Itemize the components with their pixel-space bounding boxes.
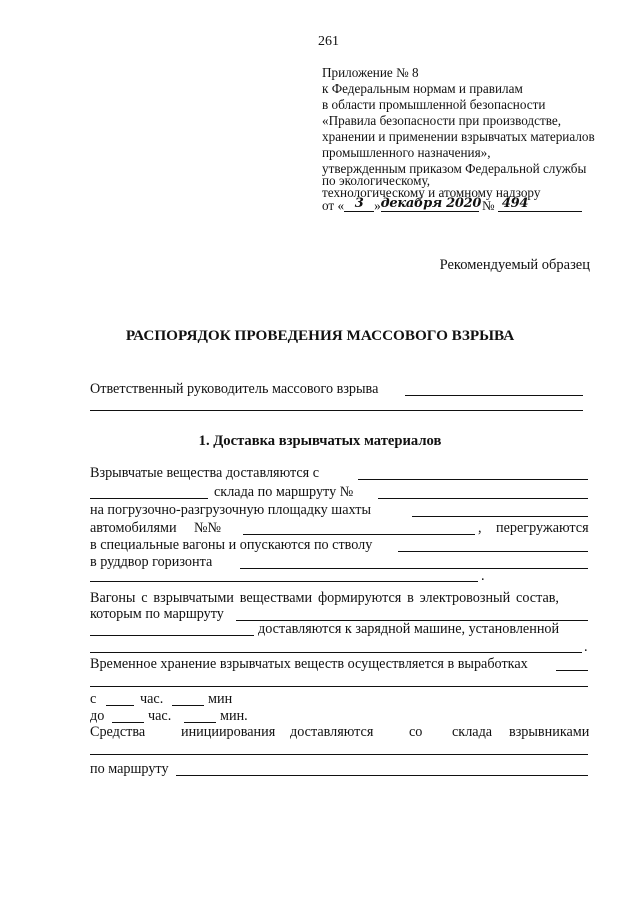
form-comma: , — [478, 520, 482, 536]
section-title: 1. Доставка взрывчатых материалов — [198, 433, 442, 449]
form-label-vehicles: автомобилями — [90, 520, 177, 536]
sample-label: Рекомендуемый образец — [439, 257, 590, 273]
initiation-warehouse-field[interactable] — [90, 754, 588, 755]
form-label-train: Вагоны с взрывчатыми веществами формируются в электровозный состав, — [90, 590, 559, 606]
level-field-continuation[interactable] — [90, 581, 478, 582]
responsible-label: Ответственный руководитель массового взрыва — [90, 381, 379, 397]
appendix-line: по экологическому, — [322, 173, 431, 188]
date-month-year-handwritten: декабря 2020 — [380, 196, 482, 211]
vehicle-numbers-field[interactable] — [243, 534, 475, 535]
form-label-hours: час. — [148, 708, 172, 724]
form-label-source: Взрывчатые вещества доставляются с — [90, 465, 320, 481]
initiation-route-field[interactable] — [176, 775, 588, 776]
storage-location-field[interactable] — [556, 670, 588, 671]
storage-location-continuation[interactable] — [90, 686, 588, 687]
form-word: взрывниками — [509, 724, 590, 740]
form-label-storage: Временное хранение взрывчатых веществ осуществляется в выработках — [90, 656, 528, 672]
appendix-line: в области промышленной безопасности — [322, 97, 546, 112]
warehouse-field[interactable] — [90, 498, 208, 499]
to-minutes-field[interactable] — [184, 722, 216, 723]
date-day-handwritten: 3 — [354, 196, 364, 211]
appendix-line: Приложение № 8 — [322, 65, 419, 80]
appendix-line: к Федеральным нормам и правилам — [322, 81, 523, 96]
date-mid: » — [374, 197, 381, 213]
date-month-year-field — [380, 196, 482, 212]
form-label-vehicle-numbers: №№ — [194, 520, 222, 536]
form-label-minutes: мин. — [220, 708, 248, 724]
responsible-field[interactable] — [405, 395, 583, 396]
form-label-to: до — [90, 708, 105, 724]
approval-date-line — [322, 197, 582, 212]
form-word: доставляются — [290, 724, 374, 740]
from-minutes-field[interactable] — [172, 705, 204, 706]
form-word: склада — [452, 724, 493, 740]
appendix-line: технологическому и атомному надзору — [322, 185, 541, 200]
date-prefix: от « — [322, 197, 345, 213]
route-number-field[interactable] — [378, 498, 588, 499]
order-number-handwritten: 494 — [501, 196, 529, 211]
form-label-reload: перегружаются — [496, 520, 589, 536]
source-field[interactable] — [358, 479, 588, 480]
train-route-continuation[interactable] — [90, 635, 254, 636]
form-period: . — [584, 639, 588, 655]
form-label-train-route: которым по маршруту — [90, 606, 224, 622]
form-period: . — [481, 568, 485, 584]
form-word: со — [409, 724, 423, 740]
date-day-field — [344, 197, 374, 212]
appendix-line: хранении и применении взрывчатых материалов — [322, 129, 595, 144]
responsible-field-continuation[interactable] — [90, 410, 583, 411]
page-number: 261 — [318, 34, 339, 49]
form-label-level: в руддвор горизонта — [90, 554, 213, 570]
form-label-from: с — [90, 691, 97, 707]
document-title: РАСПОРЯДОК ПРОВЕДЕНИЯ МАССОВОГО ВЗРЫВА — [125, 327, 515, 344]
form-label-delivery: доставляются к зарядной машине, установленной — [258, 621, 560, 637]
form-label-wagons: в специальные вагоны и опускаются по стволу — [90, 537, 373, 553]
form-label-route: по маршруту — [90, 761, 169, 777]
form-word: инициирования — [181, 724, 276, 740]
level-field[interactable] — [240, 568, 588, 569]
appendix-line: «Правила безопасности при производстве, — [322, 113, 562, 128]
form-label-hours: час. — [140, 691, 164, 707]
from-hours-field[interactable] — [106, 705, 134, 706]
form-label-route-number: склада по маршруту № — [214, 484, 354, 500]
order-number-field — [498, 197, 582, 212]
mine-field[interactable] — [412, 516, 588, 517]
number-label: № — [481, 197, 495, 213]
to-hours-field[interactable] — [112, 722, 144, 723]
appendix-line: промышленного назначения», — [322, 145, 491, 160]
form-label-minutes: мин — [208, 691, 233, 707]
form-word: Средства — [90, 724, 146, 740]
machine-location-field[interactable] — [90, 652, 582, 653]
form-label-platform: на погрузочно-разгрузочную площадку шахты — [90, 502, 371, 518]
shaft-field[interactable] — [398, 551, 588, 552]
appendix-line: утвержденным приказом Федеральной службы — [322, 161, 587, 176]
